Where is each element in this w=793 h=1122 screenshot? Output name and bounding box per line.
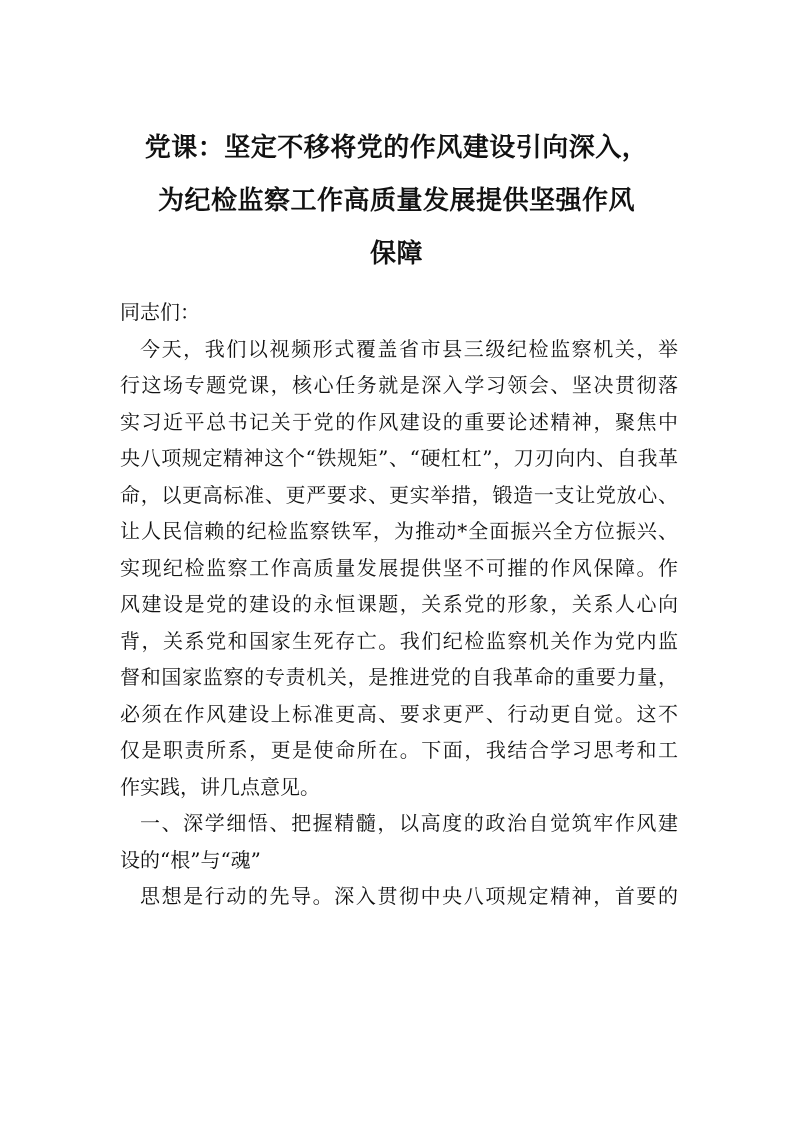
paragraph-line: 督和国家监察的专责机关，是推进党的自我革命的重要力量， — [120, 665, 678, 689]
document-title — [100, 122, 693, 281]
section-heading-line: 设的“根”与“魂” — [120, 847, 261, 872]
paragraph-line: 仅是职责所系，更是使命所在。下面，我结合学习思考和工 — [120, 738, 678, 762]
paragraph-line: 央八项规定精神这个“铁规矩”、“硬杠杠”，刀刃向内、自我革 — [120, 446, 678, 470]
section-heading-line: 一、深学细悟、把握精髓，以高度的政治自觉筑牢作风建 — [140, 811, 678, 835]
paragraph-line: 背，关系党和国家生死存亡。我们纪检监察机关作为党内监 — [120, 628, 678, 653]
paragraph-line: 实习近平总书记关于党的作风建设的重要论述精神，聚焦中 — [120, 409, 678, 434]
paragraph-line: 作实践，讲几点意见。 — [120, 774, 320, 799]
paragraph-line: 实现纪检监察工作高质量发展提供坚不可摧的作风保障。作 — [120, 555, 678, 580]
paragraph-line: 命，以更高标准、更严要求、更实举措，锻造一支让党放心、 — [120, 482, 678, 507]
title-line: 保障 — [369, 239, 423, 269]
paragraph-line: 必须在作风建设上标准更高、要求更严、行动更自觉。这不 — [120, 701, 678, 726]
paragraph-line: 今天，我们以视频形式覆盖省市县三级纪检监察机关，举 — [140, 336, 678, 361]
paragraph-line: 风建设是党的建设的永恒课题，关系党的形象，关系人心向 — [120, 592, 678, 616]
title-line: 为纪检监察工作高质量发展提供坚强作风 — [157, 186, 635, 216]
document-body — [120, 294, 678, 915]
title-line: 党课：坚定不移将党的作风建设引向深入， — [144, 133, 649, 163]
paragraph-line: 让人民信赖的纪检监察铁军，为推动*全面振兴全方位振兴、 — [120, 519, 678, 543]
salutation: 同志们： — [120, 300, 200, 324]
paragraph-line: 思想是行动的先导。深入贯彻中央八项规定精神，首要的 — [140, 884, 678, 908]
paragraph-line: 行这场专题党课，核心任务就是深入学习领会、坚决贯彻落 — [120, 373, 678, 397]
